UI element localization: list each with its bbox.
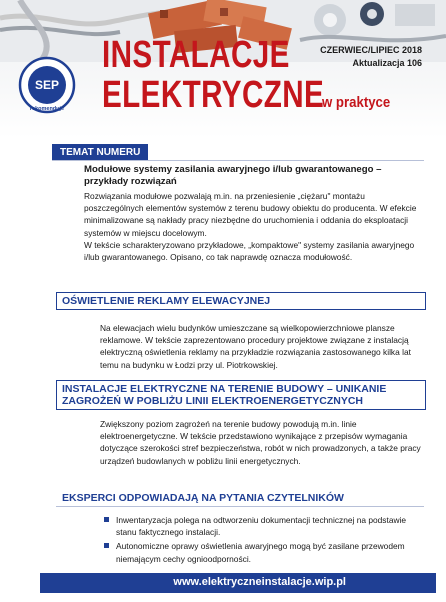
section4-rule [56, 506, 424, 507]
section1-paragraph: Rozwiązania modułowe pozwalają m.in. na przeniesienie „ciężaru" montażu poszczególnych elementów systemów z terenu budowy obiektu do producenta. W efekcie minimalizowane są nakłady pracy niezbędne do uruchomienia i oddania do eksploatacji systemów w miejscu docelowym. [84, 191, 417, 238]
section4-bullet-list [104, 514, 426, 567]
section1-body [84, 190, 426, 263]
list-item: Inwentaryzacja polega na odtworzeniu dokumentacji technicznej na podstawie stanu faktycznego instalacji. [104, 514, 426, 538]
section1-headline: Modułowe systemy zasilania awaryjnego i/lub gwarantowanego – przykłady rozwiązań [84, 164, 382, 187]
footer-url-link[interactable]: www.elektryczneinstalacje.wip.pl [173, 576, 346, 588]
bullet-square-icon [104, 543, 109, 548]
section2-label: OŚWIETLENIE REKLAMY ELEWACYJNEJ [62, 295, 271, 307]
issue-date: CZERWIEC/LIPIEC 2018 [320, 45, 422, 55]
sep-logo [18, 56, 76, 114]
sep-logo-text: SEP [34, 78, 60, 92]
section1-label: TEMAT NUMERU [52, 144, 148, 161]
footer-bar [40, 573, 436, 593]
section3-label [62, 383, 386, 407]
section1-paragraph: W tekście scharakteryzowano przykładowe, „kompaktowe" systemy zasilania awaryjnego i/lub gwarantowanego. Opisano, co tak naprawdę oznacza modułowość. [84, 239, 415, 263]
section3-label-line1: INSTALACJE ELEKTRYCZNE NA TERENIE BUDOWY – UNIKANIE [62, 383, 387, 395]
issue-update: Aktualizacja 106 [352, 58, 422, 68]
section4-label: EKSPERCI ODPOWIADAJĄ NA PYTANIA CZYTELNIKÓW [62, 492, 344, 504]
magazine-title-line2: ELEKTRYCZNE [102, 74, 325, 116]
sep-logo-ring-text: rekomenduje [29, 106, 65, 112]
section2-body [100, 322, 426, 371]
section3-label-line2: ZAGROŻEŃ W POBLIŻU LINII ELEKTROENERGETYCZNYCH [62, 395, 363, 407]
section3-paragraph: Zwiększony poziom zagrożeń na terenie budowy powodują m.in. linie elektroenergetyczne. W tekście przedstawiono wynikające z przepisów wymagania dotyczące szerokości stref bezpieczeństwa, robót w nich prowadzonych, a także pracy urządzeń budowlanych w pobliżu linii energetycznych. [100, 419, 421, 466]
magazine-title-line1: INSTALACJE [102, 34, 290, 76]
section1-rule [52, 160, 424, 161]
issue-info [320, 44, 422, 70]
list-item: Autonomiczne oprawy oświetlenia awaryjnego mogą być zasilane przewodem niemającym cechy ognioodporności. [104, 540, 426, 564]
bullet-square-icon [104, 517, 109, 522]
magazine-subtitle: w praktyce [322, 94, 391, 111]
section2-paragraph: Na elewacjach wielu budynków umieszczane są wielkopowierzchniowe plansze reklamowe. W tekście zaprezentowano procedury projektowe związane z instalacją elektryczną oświetlenia reklamy na przykładzie rozwiązania zastosowanego kilka lat temu na budynku w Łodzi przy ul. Piotrkowskiej. [100, 323, 411, 370]
cover-header [0, 0, 446, 138]
section3-body [100, 418, 426, 467]
